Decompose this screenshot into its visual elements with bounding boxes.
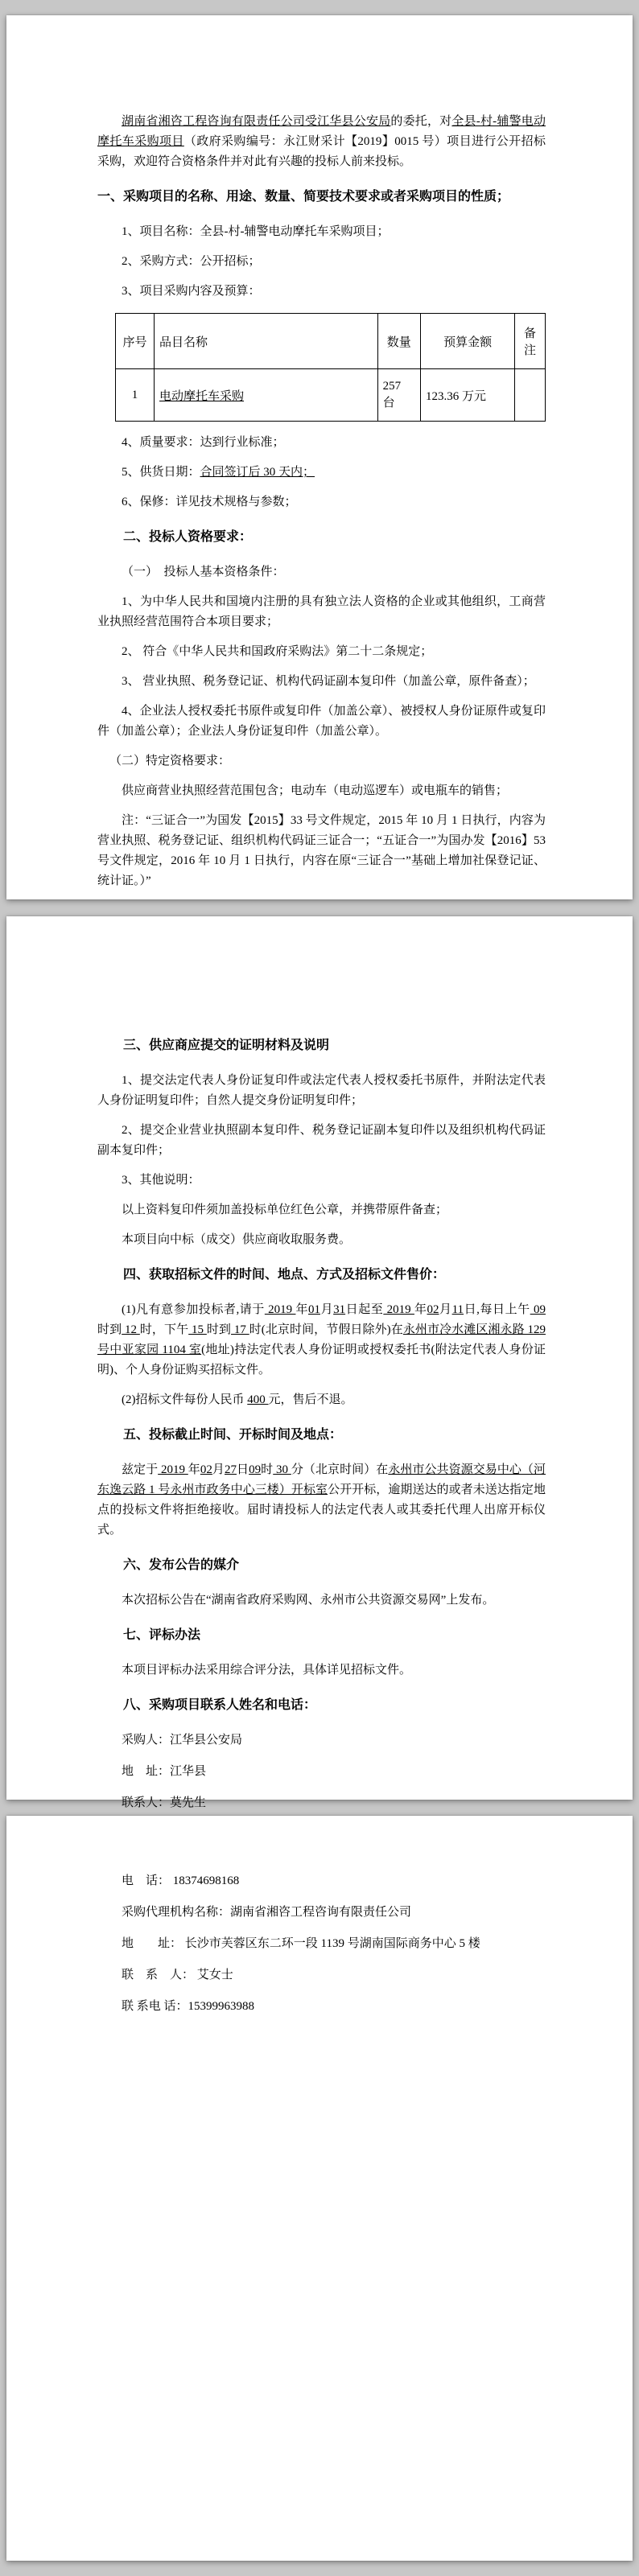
agency-phone-line: 联 系电 话：15399963988 bbox=[122, 2000, 255, 2013]
item-content-budget: 3、项目采购内容及预算： bbox=[122, 285, 261, 298]
page-1 bbox=[6, 15, 633, 899]
table-row bbox=[116, 369, 546, 422]
sec6-paragraph-1: 本次招标公告在“湖南省政府采购网、永州市公共资源交易网”上发布。 bbox=[122, 1594, 495, 1607]
sec7-paragraph-1: 本项目评标办法采用综合评分法，具体详见招标文件。 bbox=[122, 1664, 412, 1677]
sec3-item-2: 2、提交企业营业执照副本复印件、税务登记证副本复印件以及组织机构代码证副本复印件； bbox=[97, 1124, 546, 1157]
item-quality: 4、质量要求：达到行业标准； bbox=[122, 436, 285, 449]
sub1-item-3: 3、 营业执照、税务登记证、机构代码证副本复印件（加盖公章，原件备查）； bbox=[122, 675, 535, 688]
text-segment: 月 bbox=[320, 1303, 334, 1316]
three-in-one-note: 注：“三证合一”为国发【2015】33 号文件规定，2015 年 10 月 1 日执行，内容为营业执照、税务登记证、组织机构代码证三证合一；“五证合一”为国办发【2016】53 号文件规定，2016 年 10 月 1 日执行，内容在原“三证合一”基础上增加社保登记证、统计证。）” bbox=[97, 814, 546, 887]
agency-name-line: 采购代理机构名称：湖南省湘咨工程咨询有限责任公司 bbox=[122, 1906, 412, 1919]
sub2-item-1: 供应商营业执照经营范围包含；电动车（电动巡逻车）或电瓶车的销售； bbox=[122, 784, 509, 797]
text-segment: 月 bbox=[212, 1463, 225, 1476]
page-2 bbox=[6, 916, 633, 1809]
cell-item bbox=[155, 369, 378, 422]
sub1-title: （一） 投标人基本资格条件： bbox=[122, 566, 285, 578]
purchaser-contact-line: 联系人：莫先生 bbox=[122, 1796, 207, 1809]
section-1-heading: 一、采购项目的名称、用途、数量、简要技术要求或者采购项目的性质； bbox=[97, 190, 510, 204]
agency-address-line: 地 址： 长沙市芙蓉区东二环一段 1139 号湖南国际商务中心 5 楼 bbox=[122, 1937, 480, 1950]
text-segment: 的委托，对 bbox=[390, 115, 452, 128]
sec3-item-3-note-1: 以上资料复印件须加盖投标单位红色公章，并携带原件备查； bbox=[122, 1204, 448, 1216]
item-project-name: 1、项目名称：全县-村-辅警电动摩托车采购项目； bbox=[122, 225, 390, 238]
cell-qty: 257 台 bbox=[377, 369, 420, 422]
text-segment: 12 bbox=[122, 1323, 140, 1336]
item-procurement-method: 2、采购方式：公开招标； bbox=[122, 255, 261, 268]
cell-budget: 123.36 万元 bbox=[420, 369, 514, 422]
text-segment: (地址)持法定代表人身份证明或授权委托书(附法定代表人身份证明)、个人身份证购买招标文件。 bbox=[97, 1344, 546, 1376]
text-segment: 30 bbox=[273, 1463, 291, 1476]
text-segment: 日起至 bbox=[345, 1303, 384, 1316]
cell-no: 1 bbox=[116, 369, 155, 422]
text-segment: （政府采购编号：永江财采计【2019】0015 号）项目进行公开招标采购，欢迎符合资格条件并对此有兴趣的投标人前来投标。 bbox=[97, 135, 546, 168]
sub2-title: （二）特定资格要求： bbox=[109, 755, 231, 767]
text-segment: 01 bbox=[308, 1303, 321, 1316]
text-segment: 2019 bbox=[383, 1303, 414, 1316]
agency-contact-line: 联 系 人： 艾女士 bbox=[122, 1969, 233, 1981]
text-segment: 时(北京时间，节假日除外)在 bbox=[249, 1323, 403, 1336]
section-8-heading: 八、采购项目联系人姓名和电话： bbox=[123, 1698, 317, 1712]
text-segment: 400 bbox=[247, 1393, 269, 1406]
sec3-item-3: 3、其他说明： bbox=[122, 1174, 200, 1187]
section-7-heading: 七、评标办法 bbox=[123, 1628, 201, 1642]
text-segment: 时到 bbox=[97, 1323, 122, 1336]
text-segment: 11 bbox=[451, 1303, 464, 1316]
section-4-heading: 四、获取招标文件的时间、地点、方式及招标文件售价： bbox=[123, 1268, 446, 1282]
text-segment: 2019 bbox=[158, 1463, 188, 1476]
text-segment: 分（北京时间）在 bbox=[291, 1463, 389, 1476]
text-segment: 时，下午 bbox=[139, 1323, 189, 1336]
item-delivery bbox=[97, 463, 546, 483]
text-segment: 17 bbox=[231, 1323, 249, 1336]
text-segment: 年 bbox=[295, 1303, 309, 1316]
text-segment: 元，售后不退。 bbox=[268, 1393, 353, 1406]
sub1-item-2: 2、 符合《中华人民共和国政府采购法》第二十二条规定； bbox=[122, 645, 433, 658]
text-segment: 31 bbox=[333, 1303, 346, 1316]
text-segment: 永州市冷水滩区湘永路 129 号中亚家园 1104 室 bbox=[97, 1323, 546, 1356]
text-segment: 02 bbox=[427, 1303, 439, 1316]
text-segment: 日 bbox=[236, 1463, 249, 1476]
text-segment: 全县-村-辅警电动摩托车采购项目 bbox=[97, 115, 546, 148]
purchaser-address-line: 地 址：江华县 bbox=[122, 1765, 207, 1778]
sec4-paragraph-2 bbox=[97, 1390, 546, 1410]
text-segment: (2)招标文件每份人民币 bbox=[122, 1393, 248, 1406]
section-5-heading: 五、投标截止时间、开标时间及地点： bbox=[123, 1428, 343, 1442]
text-segment: 5、供货日期： bbox=[122, 466, 200, 479]
text-segment: 2019 bbox=[264, 1303, 296, 1316]
section-2-heading: 二、投标人资格要求： bbox=[123, 530, 253, 544]
text-segment: 永州市公共资源交易中心（河东逸云路 1 号永州市政务中心三楼）开标室 bbox=[97, 1463, 546, 1496]
document-viewer bbox=[0, 15, 639, 2576]
purchaser-line: 采购人：江华县公安局 bbox=[122, 1734, 243, 1747]
sub1-item-4: 4、企业法人授权委托书原件或复印件（加盖公章）、被授权人身份证原件或复印件（加盖公章）；企业法人身份证复印件（加盖公章）。 bbox=[97, 705, 546, 738]
sec3-item-3-note-2: 本项目向中标（成交）供应商收取服务费。 bbox=[122, 1233, 352, 1246]
sub1-item-1: 1、为中华人民共和国境内注册的具有独立法人资格的企业或其他组织，工商营业执照经营范围符合本项目要求； bbox=[97, 595, 546, 628]
text-segment: 年 bbox=[188, 1463, 200, 1476]
item-warranty: 6、保修：详见技术规格与参数； bbox=[122, 496, 297, 508]
purchaser-phone-line: 电 话： 18374698168 bbox=[122, 1874, 240, 1887]
header-cell-item: 品目名称 bbox=[155, 314, 378, 369]
text-segment: 27 bbox=[224, 1463, 237, 1476]
table-header-row bbox=[116, 314, 546, 369]
sec5-paragraph-1 bbox=[97, 1460, 546, 1541]
cell-note bbox=[515, 369, 545, 422]
header-cell-note: 备注 bbox=[515, 314, 545, 369]
sec3-item-1: 1、提交法定代表人身份证复印件或法定代表人授权委托书原件，并附法定代表人身份证明复印件；自然人提交身份证明复印件； bbox=[97, 1074, 546, 1107]
header-cell-budget: 预算金额 bbox=[420, 314, 514, 369]
text-segment: (1)凡有意参加投标者,请于 bbox=[122, 1303, 265, 1316]
text-segment: 时到 bbox=[206, 1323, 232, 1336]
sec4-paragraph-1 bbox=[97, 1300, 546, 1381]
text-segment: 兹定于 bbox=[122, 1463, 159, 1476]
section-6-heading: 六、发布公告的媒介 bbox=[123, 1558, 240, 1572]
text-segment: 15 bbox=[188, 1323, 207, 1336]
text-segment: 公开开标，逾期送达的或者未送达指定地点的投标文件将拒绝接收。届时请投标人的法定代表人或其委托代理人出席开标仪式。 bbox=[97, 1483, 546, 1537]
header-cell-qty: 数量 bbox=[377, 314, 420, 369]
page-3 bbox=[6, 1816, 633, 2561]
budget-table bbox=[115, 313, 546, 422]
header-cell-no: 序号 bbox=[116, 314, 155, 369]
text-segment: 年 bbox=[414, 1303, 427, 1316]
cell-item-text: 电动摩托车采购 bbox=[159, 389, 245, 403]
text-segment: 时 bbox=[261, 1463, 274, 1476]
text-segment: 湖南省湘咨工程咨询有限责任公司受江华县公安局 bbox=[122, 115, 391, 128]
text-segment: 月 bbox=[439, 1303, 452, 1316]
text-segment: 日,每日上午 bbox=[464, 1303, 530, 1316]
intro-paragraph bbox=[97, 112, 546, 172]
text-segment: 09 bbox=[530, 1303, 546, 1316]
section-3-heading: 三、供应商应提交的证明材料及说明 bbox=[123, 1039, 330, 1052]
text-segment: 02 bbox=[200, 1463, 212, 1476]
text-segment: 09 bbox=[249, 1463, 262, 1476]
text-segment: 合同签订后 30 天内； bbox=[200, 466, 315, 479]
